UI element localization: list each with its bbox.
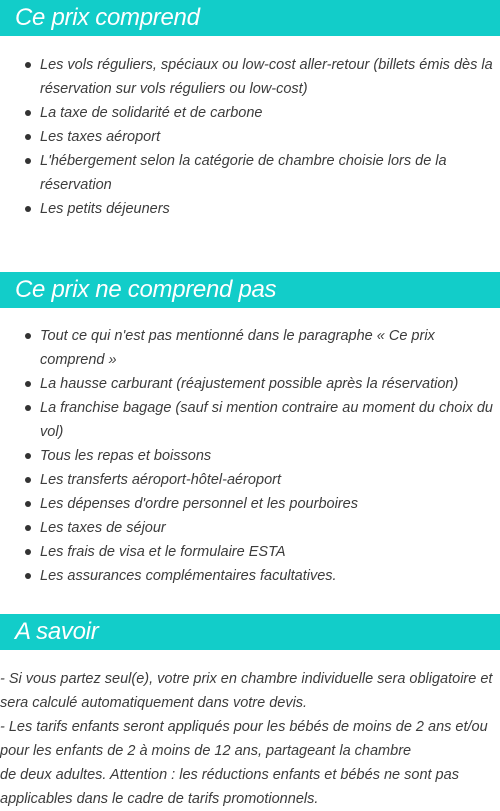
not-included-list bbox=[0, 324, 500, 588]
bullet-icon bbox=[25, 405, 31, 411]
list-item bbox=[0, 468, 500, 492]
list-item-text: Les taxes aéroport bbox=[40, 129, 161, 145]
list-item-text: La taxe de solidarité et de carbone bbox=[40, 105, 263, 121]
list-item-text: Les taxes de séjour bbox=[40, 520, 166, 536]
bullet-icon bbox=[25, 501, 31, 507]
bullet-icon bbox=[25, 134, 31, 140]
note-child-rates: - Les tarifs enfants seront appliqués pour les bébés de moins de 2 ans et/ou pour les enfants de 2 à moins de 12 ans, partageant la chambre bbox=[0, 719, 488, 759]
included-list bbox=[0, 53, 500, 221]
list-item bbox=[0, 149, 500, 197]
list-item-text: Les dépenses d'ordre personnel et les pourboires bbox=[40, 496, 358, 512]
section-title-included: Ce prix comprend bbox=[0, 0, 500, 36]
bullet-icon bbox=[25, 573, 31, 579]
list-item bbox=[0, 125, 500, 149]
list-item-text: La franchise bagage (sauf si mention contraire au moment du choix du vol) bbox=[40, 400, 493, 440]
list-item bbox=[0, 197, 500, 221]
bullet-icon bbox=[25, 333, 31, 339]
bullet-icon bbox=[25, 206, 31, 212]
bullet-icon bbox=[25, 381, 31, 387]
list-item-text: Les frais de visa et le formulaire ESTA bbox=[40, 544, 286, 560]
section-title-good-to-know: A savoir bbox=[0, 614, 500, 650]
list-item-text: Les transferts aéroport-hôtel-aéroport bbox=[40, 472, 281, 488]
good-to-know-notes bbox=[0, 667, 500, 811]
note-child-rates-continued: de deux adultes. Attention : les réductions enfants et bébés ne sont pas applicables dans le cadre de tarifs promotionnels. bbox=[0, 767, 459, 807]
list-item bbox=[0, 492, 500, 516]
note-single-room: - Si vous partez seul(e), votre prix en chambre individuelle sera obligatoire et sera calculé automatiquement dans votre devis. bbox=[0, 671, 493, 711]
list-item bbox=[0, 101, 500, 125]
list-item bbox=[0, 516, 500, 540]
list-item bbox=[0, 372, 500, 396]
list-item-text: L'hébergement selon la catégorie de chambre choisie lors de la réservation bbox=[40, 153, 447, 193]
bullet-icon bbox=[25, 549, 31, 555]
list-item-text: Tous les repas et boissons bbox=[40, 448, 212, 464]
list-item bbox=[0, 540, 500, 564]
list-item bbox=[0, 564, 500, 588]
list-item bbox=[0, 396, 500, 444]
bullet-icon bbox=[25, 62, 31, 68]
list-item-text: Tout ce qui n'est pas mentionné dans le paragraphe « Ce prix comprend » bbox=[40, 328, 435, 368]
list-item-text: Les petits déjeuners bbox=[40, 201, 170, 217]
list-item bbox=[0, 53, 500, 101]
list-item-text: Les vols réguliers, spéciaux ou low-cost aller-retour (billets émis dès la réservation sur vols réguliers ou low-cost) bbox=[40, 57, 493, 97]
bullet-icon bbox=[25, 158, 31, 164]
bullet-icon bbox=[25, 110, 31, 116]
list-item bbox=[0, 444, 500, 468]
bullet-icon bbox=[25, 453, 31, 459]
list-item-text: La hausse carburant (réajustement possible après la réservation) bbox=[40, 376, 459, 392]
section-title-not-included: Ce prix ne comprend pas bbox=[0, 272, 500, 308]
bullet-icon bbox=[25, 525, 31, 531]
list-item bbox=[0, 324, 500, 372]
list-item-text: Les assurances complémentaires facultatives. bbox=[40, 568, 337, 584]
bullet-icon bbox=[25, 477, 31, 483]
